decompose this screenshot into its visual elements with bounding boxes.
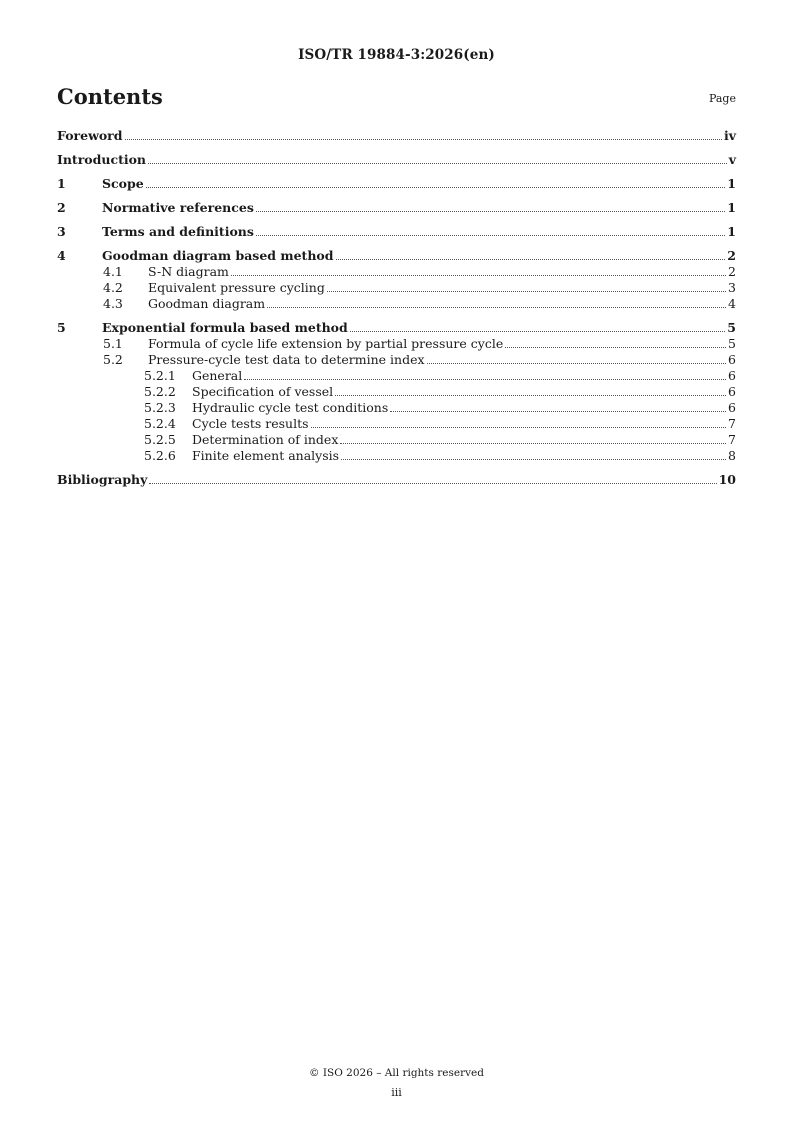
- toc-entry[interactable]: [57, 224, 736, 240]
- toc-entry[interactable]: [57, 352, 736, 368]
- toc-entry-page: 1: [727, 200, 736, 215]
- toc-entry-title: Normative references: [102, 200, 254, 215]
- toc-entry[interactable]: [57, 416, 736, 432]
- toc-entry-page: 6: [728, 400, 736, 415]
- toc-entry-title: Finite element analysis: [192, 448, 340, 463]
- toc-entry-title: General: [192, 368, 243, 383]
- toc-leader-dots: [390, 410, 726, 412]
- toc-entry-page: v: [728, 152, 736, 167]
- toc-entry-page: 6: [728, 368, 736, 383]
- toc-leader-dots: [146, 186, 726, 188]
- toc-leader-dots: [336, 258, 726, 260]
- toc-leader-dots: [341, 458, 726, 460]
- toc-entry[interactable]: [57, 128, 736, 144]
- toc-entry-number: 5.2.6: [144, 448, 176, 463]
- toc-entry-page: 6: [728, 352, 736, 367]
- toc-entry-page: iv: [723, 128, 736, 143]
- toc-leader-dots: [256, 210, 725, 212]
- toc-entry-number: 4.3: [103, 296, 123, 311]
- toc-entry-page: 7: [728, 416, 736, 431]
- toc-entry-title: Scope: [102, 176, 144, 191]
- toc-entry[interactable]: [57, 320, 736, 336]
- toc-entry-page: 3: [728, 280, 736, 295]
- toc-leader-dots: [350, 330, 726, 332]
- toc-entry[interactable]: [57, 384, 736, 400]
- toc-leader-dots: [244, 378, 726, 380]
- toc-entry-title: Goodman diagram: [148, 296, 266, 311]
- toc-leader-dots: [267, 306, 726, 308]
- toc-entry-number: 5.2.5: [144, 432, 176, 447]
- toc-entry-number: 5.2.4: [144, 416, 176, 431]
- toc-leader-dots: [505, 346, 726, 348]
- toc-entry[interactable]: [57, 448, 736, 464]
- toc-entry-page: 1: [727, 176, 736, 191]
- toc-entry[interactable]: [57, 152, 736, 168]
- toc-entry-title: Goodman diagram based method: [102, 248, 334, 263]
- toc-entry-title: Introduction: [57, 152, 147, 167]
- toc-entry[interactable]: [57, 400, 736, 416]
- toc-entry-number: 3: [57, 224, 66, 239]
- toc-entry-title: Hydraulic cycle test conditions: [192, 400, 389, 415]
- toc-entry-title: Cycle tests results: [192, 416, 309, 431]
- toc-entry-page: 5: [727, 320, 736, 335]
- toc-entry-title: Determination of index: [192, 432, 339, 447]
- toc-entry-title: Specification of vessel: [192, 384, 334, 399]
- footer-page-number: iii: [391, 1086, 402, 1099]
- toc-entry-number: 2: [57, 200, 66, 215]
- toc-entry-number: 5.2.3: [144, 400, 176, 415]
- toc-entry-title: Terms and definitions: [102, 224, 254, 239]
- toc-entry[interactable]: [57, 336, 736, 352]
- toc-entry-number: 4.2: [103, 280, 123, 295]
- toc-entry-title: Equivalent pressure cycling: [148, 280, 325, 295]
- toc-entry-title: Formula of cycle life extension by partial pressure cycle: [148, 336, 504, 351]
- toc-leader-dots: [340, 442, 726, 444]
- toc-leader-dots: [427, 362, 727, 364]
- toc-entry-title: Foreword: [57, 128, 123, 143]
- toc-entry[interactable]: [57, 264, 736, 280]
- toc-leader-dots: [148, 162, 727, 164]
- toc-entry-page: 2: [727, 248, 736, 263]
- toc-leader-dots: [149, 482, 716, 484]
- toc-entry[interactable]: [57, 176, 736, 192]
- footer-copyright: © ISO 2026 – All rights reserved: [309, 1067, 484, 1079]
- toc-entry[interactable]: [57, 200, 736, 216]
- toc-entry-number: 4.1: [103, 264, 123, 279]
- toc-entry[interactable]: [57, 296, 736, 312]
- toc-entry-title: Exponential formula based method: [102, 320, 348, 335]
- toc-entry-number: 4: [57, 248, 66, 263]
- toc-entry-page: 1: [727, 224, 736, 239]
- toc-leader-dots: [256, 234, 725, 236]
- toc-entry-page: 8: [728, 448, 736, 463]
- toc-entry-page: 4: [728, 296, 736, 311]
- toc-entry[interactable]: [57, 280, 736, 296]
- toc-entry-number: 5.2: [103, 352, 123, 367]
- toc-entry-number: 5.2.2: [144, 384, 176, 399]
- toc-entry-number: 5.2.1: [144, 368, 176, 383]
- toc-entry-page: 10: [718, 472, 736, 487]
- table-of-contents: [57, 128, 736, 488]
- toc-entry-page: 2: [728, 264, 736, 279]
- toc-entry-title: Bibliography: [57, 472, 148, 487]
- toc-entry[interactable]: [57, 248, 736, 264]
- toc-entry-page: 7: [728, 432, 736, 447]
- toc-entry-page: 5: [728, 336, 736, 351]
- toc-entry-number: 5: [57, 320, 66, 335]
- toc-entry[interactable]: [57, 368, 736, 384]
- toc-entry[interactable]: [57, 432, 736, 448]
- toc-leader-dots: [311, 426, 727, 428]
- toc-leader-dots: [335, 394, 726, 396]
- toc-leader-dots: [327, 290, 726, 292]
- toc-entry-title: Pressure-cycle test data to determine index: [148, 352, 425, 367]
- toc-entry-number: 5.1: [103, 336, 123, 351]
- contents-heading: Contents: [57, 84, 163, 109]
- toc-leader-dots: [231, 274, 726, 276]
- toc-entry-page: 6: [728, 384, 736, 399]
- page-column-label: Page: [708, 92, 736, 105]
- toc-leader-dots: [125, 138, 722, 140]
- toc-entry-number: 1: [57, 176, 66, 191]
- toc-entry-title: S-N diagram: [148, 264, 229, 279]
- toc-entry[interactable]: [57, 472, 736, 488]
- document-id: ISO/TR 19884-3:2026(en): [298, 47, 495, 63]
